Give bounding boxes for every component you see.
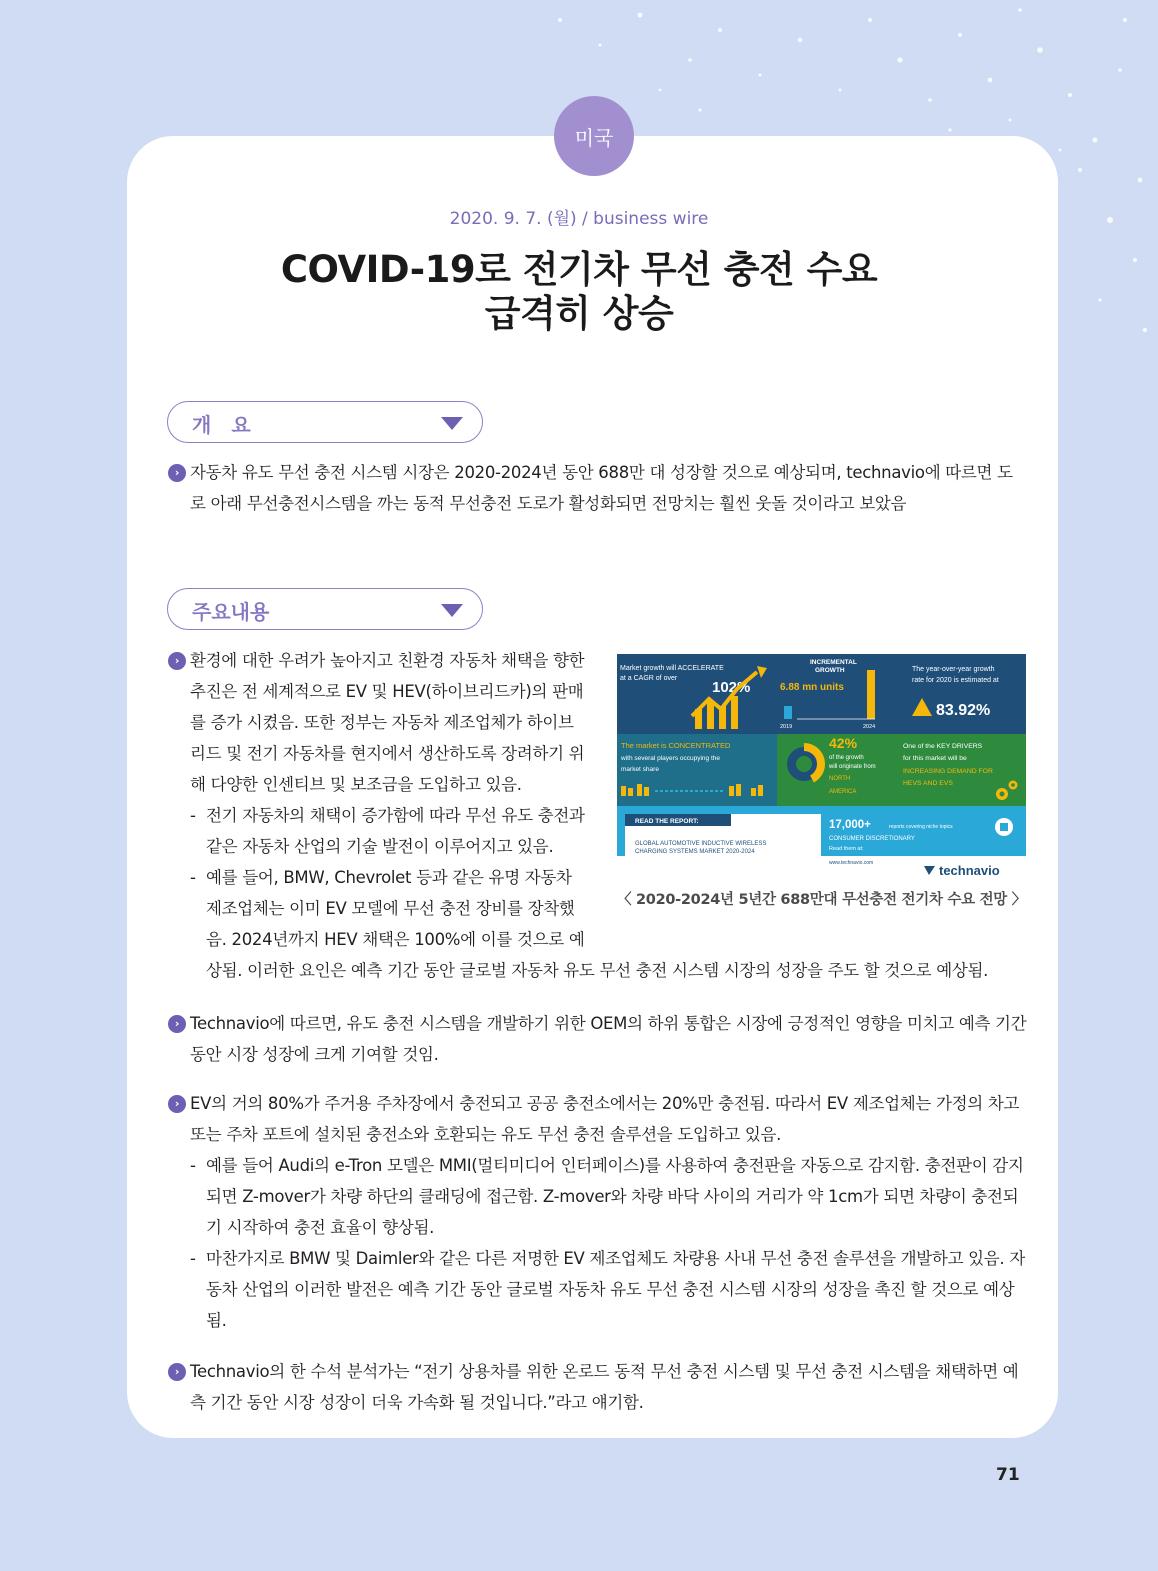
arrow-bullet-icon: › [168, 1015, 186, 1033]
year-start: 2019 [780, 724, 793, 730]
overview-section-header[interactable] [167, 401, 483, 443]
main-paragraph-1: › 환경에 대한 우려가 높아지고 친환경 자동차 채택을 향한 추진은 전 세계적으로 EV 및 HEV(하이브리드카)의 판매 를 증가 시켰음. 또한 정부는 자동차 제조업체가 하이브 리드 및 전기 자동차를 현지에서 생산하도록 장려하기 위 해 다양한 인센티브 및 보조금을 도입하고 있음. - 전기 자동차의 채택이 증가함에 따라 무선 유도 충전과 같은 자동차 산업의 기술 발전이 이루어지고 있음. - 예를 들어, BMW, Chevrolet 등과 같은 유명 자동차 제조업체는 이미 EV 모델에 무선 충전 장비를 장착했 음. 2024년까지 HEV 채택은 100%에 이를 것으로 예 상됨. 이러한 요인은 예측 기간 동안 글로벌 자동차 유도 무선 충전 시스템 시장의 성장을 주도 할 것으로 예상됨. [168, 645, 608, 986]
chevron-down-icon [441, 417, 463, 430]
incremental-label-2: GROWTH [815, 667, 845, 674]
sub-item: - 예를 들어 Audi의 e-Tron 모델은 MMI(멀티미디어 인터페이스)를 사용하여 충전판을 자동으로 감지함. 충전판이 감지되면 Z-mover가 차량 하단의 클래딩에 접근함. Z-mover와 차량 바닥 사이의 거리가 약 1cm가 되면 차량이 충전되기 시작하여 충전 효율이 향상됨. [190, 1156, 1024, 1237]
na-pct: 42% [829, 735, 858, 751]
main-paragraph-2: › Technavio에 따르면, 유도 충전 시스템을 개발하기 위한 OEM의 하위 통합은 시장에 긍정적인 영향을 미치고 예측 기간 동안 시장 성장에 크게 기여할 것임. [168, 1008, 1028, 1070]
book-icon [1000, 823, 1008, 831]
na-text-1: of the growth [829, 755, 864, 761]
concentrated-1: The market is CONCENTRATED [621, 741, 731, 750]
yoy-text-1: The year-over-year growth [912, 666, 995, 673]
main-paragraph-3: › EV의 거의 80%가 주거용 주차장에서 충전되고 공공 충전소에서는 20%만 충전됨. 따라서 EV 제조업체는 가정의 차고 또는 주차 포트에 설치된 충전소와 호환되는 유도 무선 충전 솔루션을 도입하고 있음. - 예를 들어 Audi의 e-Tron 모델은 MMI(멀티미디어 인터페이스)를 사용하여 충전판을 자동으로 감지함. 충전판이 감지되면 Z-mover가 차량 하단의 클래딩에 접근함. Z-mover와 차량 바닥 사이의 거리가 약 1cm가 되면 차량이 충전되기 시작하여 충전 효율이 향상됨. - 마찬가지로 BMW 및 Daimler와 같은 다른 저명한 EV 제조업체도 차량용 사내 무선 충전 솔루션을 개발하고 있음. 자동차 산업의 이러한 발전은 예측 기간 동안 글로벌 자동차 유도 무선 충전 시스템 시장의 성장을 촉진 할 것으로 예상됨. [168, 1088, 1028, 1336]
accel-text-2: at a CAGR of over [620, 675, 678, 682]
technavio-logo: technavio [939, 863, 1000, 878]
overview-heading: 개 요 [192, 413, 251, 437]
page-number: 71 [996, 1465, 1020, 1485]
concentrated-3: market share [621, 766, 659, 773]
arrow-bullet-icon: › [168, 1363, 186, 1381]
arrow-bullet-icon: › [168, 652, 186, 670]
main-heading: 주요내용 [192, 600, 270, 624]
reports-text: reports covering niche topics [889, 824, 953, 830]
incremental-label-1: INCREMENTAL [810, 659, 857, 666]
drivers-1: One of the KEY DRIVERS [903, 743, 983, 750]
read-at: Read them at: [829, 846, 864, 852]
main-paragraph-4: › Technavio의 한 수석 분석가는 “전기 상용차를 위한 온로드 동적 무선 충전 시스템 및 무선 충전 시스템을 채택하면 예측 기간 동안 시장 성장이 더욱 가속화 될 것입니다.”라고 얘기함. [168, 1356, 1028, 1418]
year-end: 2024 [863, 724, 876, 730]
incremental-value: 6.88 mn units [780, 682, 844, 693]
country-badge: 미국 [554, 96, 634, 176]
drivers-3: INCREASING DEMAND FOR [903, 768, 993, 775]
arrow-bullet-icon: › [168, 1095, 186, 1113]
url: www.technavio.com [829, 860, 874, 866]
na-text-4: AMERICA [829, 789, 857, 795]
yoy-text-2: rate for 2020 is estimated at [912, 677, 999, 684]
title-line-1: COVID-19로 전기차 무선 충전 수요 [280, 248, 878, 291]
main-section-header[interactable] [167, 588, 483, 630]
overview-paragraph: › 자동차 유도 무선 충전 시스템 시장은 2020-2024년 동안 688만 대 성장할 것으로 예상되며, technavio에 따르면 도로 아래 무선충전시스템을 까는 동적 무선충전 도로가 활성화되면 전망치는 훨씬 웃돌 것이라고 보았음 [168, 457, 1028, 519]
sub-item: - 마찬가지로 BMW 및 Daimler와 같은 다른 저명한 EV 제조업체도 차량용 사내 무선 충전 솔루션을 개발하고 있음. 자동차 산업의 이러한 발전은 예측 기간 동안 글로벌 자동차 유도 무선 충전 시스템 시장의 성장을 촉진 할 것으로 예상됨. [190, 1249, 1025, 1330]
sub-item: - 예를 들어, BMW, Chevrolet 등과 같은 유명 자동차 [190, 868, 572, 887]
read-report: READ THE REPORT: [635, 818, 699, 825]
accel-text-1: Market growth will ACCELERATE [620, 665, 724, 672]
cagr-value: 102% [712, 679, 751, 696]
consumer-label: CONSUMER DISCRETIONARY [829, 836, 915, 842]
report-title-2: CHARGING SYSTEMS MARKET 2020-2024 [635, 849, 755, 855]
title-line-2: 급격히 상승 [484, 292, 674, 335]
figure-caption: 〈 2020-2024년 5년간 688만대 무선충전 전기차 수요 전망 〉 [617, 892, 1026, 908]
concentrated-2: with several players occupying the [621, 755, 720, 762]
na-text-3: NORTH [829, 776, 851, 782]
page-title [0, 248, 1158, 336]
na-text-2: will originate from [829, 764, 876, 770]
yoy-value: 83.92% [936, 702, 991, 719]
arrow-bullet-icon: › [168, 464, 186, 482]
reports-count: 17,000+ [829, 819, 871, 831]
dateline: 2020. 9. 7. (월) / business wire [449, 209, 709, 229]
drivers-4: HEVS AND EVS [903, 780, 953, 787]
chevron-down-icon [441, 604, 463, 617]
drivers-2: for this market will be [903, 755, 967, 762]
infographic [617, 654, 1026, 882]
report-title-1: GLOBAL AUTOMOTIVE INDUCTIVE WIRELESS [635, 841, 767, 847]
sub-item: - 전기 자동차의 채택이 증가함에 따라 무선 유도 충전과 [190, 806, 585, 825]
